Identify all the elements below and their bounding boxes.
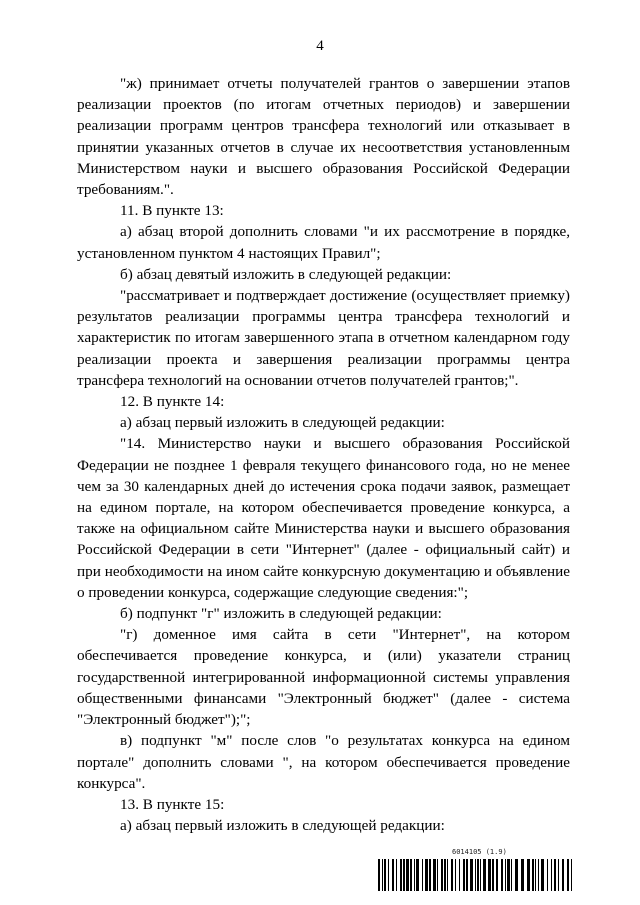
paragraph-item-zh: "ж) принимает отчеты получателей грантов о завершении этапов реализации проектов (по итогам отчетных периодов) и завершении реализации программ центров трансфера технологий или отказывает в принятии указанных отчетов в случае их несоответствия установленным Министерством науки и высшего образования Российской Федерации требованиям.". [77, 75, 570, 199]
barcode-code: 6014105 (1.9) [452, 848, 507, 856]
paragraph-12b-text: "г) доменное имя сайта в сети "Интернет", на котором обеспечивается проведение конкурса, и (или) указатели страниц государственной интегрированной информационной системы управления общественными финансами "Электронный бюджет" (далее - система "Электронный бюджет");"; [77, 626, 570, 729]
page-number: 4 [316, 38, 324, 54]
paragraph-12a: а) абзац первый изложить в следующей редакции: [120, 414, 445, 432]
document-barcode [378, 848, 572, 893]
paragraph-point-11: 11. В пункте 13: [120, 202, 224, 220]
paragraph-11b-text: "рассматривает и подтверждает достижение (осуществляет приемку) результатов реализации программы центра трансфера технологий и характеристик по итогам завершенного этапа в отчетном календарном году реализации проекта и завершения реализации программы центра трансфера технологий на основании отчетов получателей грантов;". [77, 287, 570, 389]
barcode-icon [378, 859, 572, 891]
document-body [77, 73, 570, 836]
paragraph-11b: б) абзац девятый изложить в следующей редакции: [120, 265, 452, 283]
paragraph-12b: б) подпункт "г" изложить в следующей редакции: [120, 605, 442, 623]
paragraph-point-12: 12. В пункте 14: [120, 393, 225, 411]
paragraph-13a: а) абзац первый изложить в следующей редакции: [120, 817, 445, 835]
paragraph-point-13: 13. В пункте 15: [120, 795, 225, 813]
paragraph-12v: в) подпункт "м" после слов "о результатах конкурса на едином портале" дополнить словами ", на котором обеспечивается проведение конкурса". [77, 732, 570, 792]
paragraph-12a-text: "14. Министерство науки и высшего образования Российской Федерации не позднее 1 февраля текущего финансового года, но не менее чем за 30 календарных дней до истечения срока подачи заявок, размещает на едином портале, на котором обеспечивается проведение конкурса, а также на официальном сайте Министерства науки и высшего образования Российской Федерации в сети "Интернет" (далее - официальный сайт) и при необходимости на ином сайте конкурсную документацию и объявление о проведении конкурса, содержащие следующие сведения:"; [77, 435, 570, 601]
paragraph-11a: а) абзац второй дополнить словами "и их рассмотрение в порядке, установленном пунктом 4 настоящих Правил"; [77, 223, 570, 262]
